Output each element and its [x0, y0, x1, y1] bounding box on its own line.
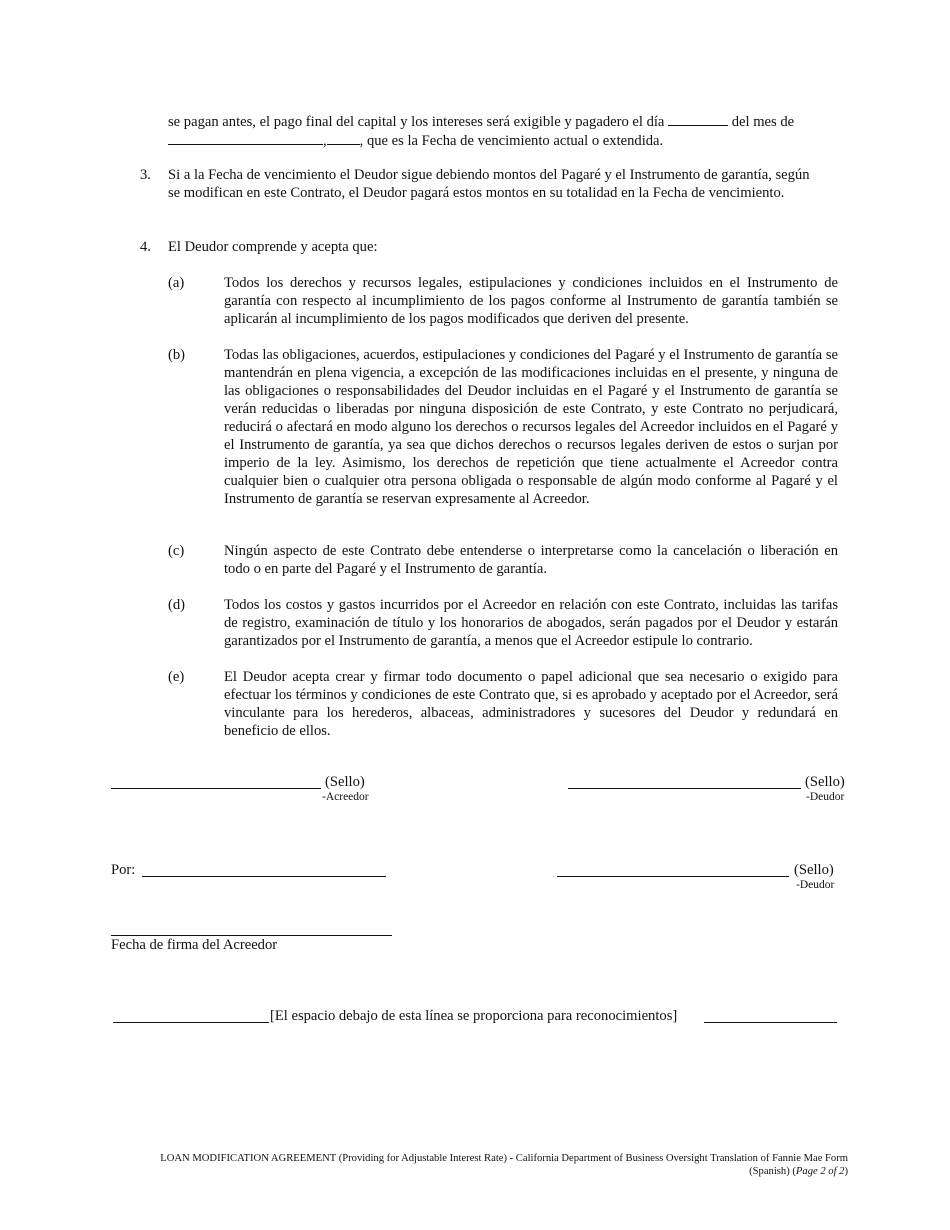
subitem-e-text: El Deudor acepta crear y firmar todo documento o papel adicional que sea necesario o exigido para efectuar los términos y condiciones de este Contrato que, si es aprobado y aceptado por el Acreedor, será vinculante para los herederos, albaceas, administradores y sucesores del Deudor y redundará en beneficio de ellos. — [224, 669, 838, 739]
subitem-b-text: Todas las obligaciones, acuerdos, estipulaciones y condiciones del Pagaré y el Instrumento de garantía se mantendrán en plena vigencia, a excepción de las modificaciones incluidas en el presente, y ninguna de las obligaciones o responsabilidades del Deudor incluidas en el Pagaré y el Instrumento de garantía se verán reducidas o liberadas por ninguna disposición de este Contrato, y este Contrato no perjudicará, reducirá o afectará en modo alguno los derechos o recursos legales del Acreedor incluidos en el Pagaré y el Instrumento de garantía, ya sea que dichos derechos o recursos legales deriven de estos o surjan por imperio de la ley. Asimismo, los derechos de repetición que tiene actualmente el Acreedor contra cualquier bien o cualquier otra persona obligada o responsable de algún modo conforme al Pagaré y el Instrumento de garantía se reservan expresamente al Acreedor. — [224, 347, 838, 507]
maturity-text-c: , que es la Fecha de vencimiento actual o extendida. — [359, 133, 664, 149]
footer-line-2: (Spanish) (Page 2 of 2) — [749, 1166, 848, 1177]
borrower-2-seal-label: (Sello) — [794, 862, 834, 878]
maturity-text-a: se pagan antes, el pago final del capital y los intereses será exigible y pagadero el día — [168, 114, 665, 130]
lender-role-label: -Acreedor — [322, 791, 369, 803]
subitem-e-label: (e) — [168, 669, 185, 685]
subitem-d-text: Todos los costos y gastos incurridos por el Acreedor en relación con este Contrato, incluidas las tarifas de registro, examinación de título y los honorarios de abogados, serán pagados por el Deudor y estarán garantizados por el Instrumento de garantía, a menos que el Acreedor estipule lo contrario. — [224, 597, 838, 649]
by-signature-line[interactable] — [142, 876, 386, 877]
lender-seal-label: (Sello) — [325, 774, 365, 790]
maturity-month-field[interactable] — [168, 131, 323, 145]
footer-language: (Spanish) — [749, 1166, 790, 1177]
item-4-number: 4. — [140, 239, 151, 255]
acknowledgment-line-right — [704, 1022, 837, 1023]
item-3-number: 3. — [140, 167, 151, 183]
by-label: Por: — [111, 862, 136, 878]
subitem-b-label: (b) — [168, 347, 186, 363]
acknowledgment-line-left — [113, 1022, 269, 1023]
subitem-d-label: (d) — [168, 597, 186, 613]
lender-signature-line[interactable] — [111, 788, 321, 789]
borrower-2-role-label: -Deudor — [796, 879, 835, 891]
borrower-1-signature-line[interactable] — [568, 788, 801, 789]
item-2-continuation — [168, 112, 848, 150]
maturity-comma: , — [323, 133, 327, 149]
subitem-c-label: (c) — [168, 543, 185, 559]
maturity-text-b: del mes de — [731, 114, 795, 130]
subitem-a-text: Todos los derechos y recursos legales, estipulaciones y condiciones incluidos en el Instrumento de garantía con respecto al incumplimiento de los pagos conforme al Instrumento de garantía también se aplicarán al incumplimiento de los pagos modificados que deriven del presente. — [224, 275, 838, 327]
page-number: Page 2 of 2 — [795, 1166, 845, 1177]
borrower-1-seal-label: (Sello) — [805, 774, 845, 790]
footer — [100, 1152, 848, 1178]
subitem-a-label: (a) — [168, 275, 185, 291]
lender-date-label: Fecha de firma del Acreedor — [111, 937, 278, 953]
item-3-text: Si a la Fecha de vencimiento el Deudor sigue debiendo montos del Pagaré y el Instrumento de garantía, según se modifican en este Contrato, el Deudor pagará estos montos en su totalidad en la Fecha de vencimiento. — [168, 167, 810, 201]
maturity-line-2 — [168, 131, 848, 150]
maturity-day-field[interactable] — [668, 112, 728, 126]
item-4-text: El Deudor comprende y acepta que: — [168, 239, 378, 255]
footer-form-title: LOAN MODIFICATION AGREEMENT (Providing for Adjustable Interest Rate) - California Department of Business Oversight Translation of Fannie Mae Form — [160, 1153, 848, 1164]
borrower-1-role-label: -Deudor — [806, 791, 845, 803]
borrower-2-signature-line[interactable] — [557, 876, 789, 877]
maturity-year-field[interactable] — [327, 131, 360, 145]
maturity-line-1 — [168, 112, 848, 131]
subitem-c-text: Ningún aspecto de este Contrato debe entenderse o interpretarse como la cancelación o liberación en todo o en parte del Pagaré y el Instrumento de garantía. — [224, 543, 838, 577]
acknowledgment-text: [El espacio debajo de esta línea se proporciona para reconocimientos] — [270, 1008, 678, 1024]
